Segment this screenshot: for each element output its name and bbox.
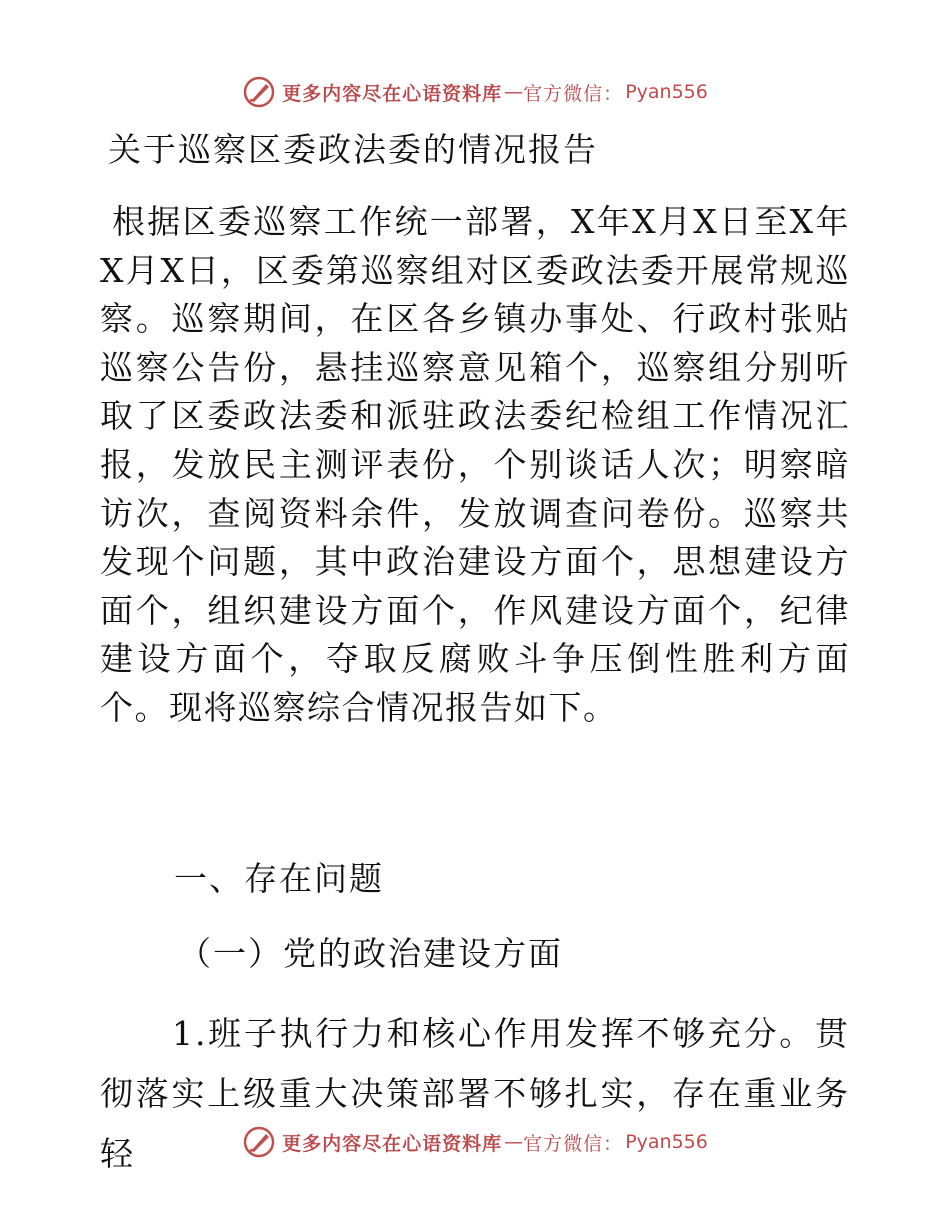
watermark-main-text: 更多内容尽在心语资料库 xyxy=(282,1132,503,1155)
watermark-wechat-id: Pyan556 xyxy=(625,1131,708,1153)
watermark-wechat-label: 官方微信： xyxy=(523,82,624,105)
watermark-wechat-label: 官方微信： xyxy=(523,1132,624,1155)
watermark-separator: — xyxy=(504,81,524,103)
subsection-heading: （一）党的政治建设方面 xyxy=(178,934,563,973)
quill-logo-icon xyxy=(242,75,276,109)
intro-paragraph: 根据区委巡察工作统一部署，X年X月X日至X年X月X日，区委第巡察组对区委政法委开展常规巡察。巡察期间，在区各乡镇办事处、行政村张贴巡察公告份，悬挂巡察意见箱个，巡察组分别听取了区委政法委和派驻政法委纪检组工作情况汇报，发放民主测评表份，个别谈话人次；明察暗访次，查阅资料余件，发放调查问卷份。巡察共发现个问题，其中政治建设方面个，思想建设方面个，组织建设方面个，作风建设方面个，纪律建设方面个，夺取反腐败斗争压倒性胜利方面个。现将巡察综合情况报告如下。 xyxy=(100,202,850,727)
watermark-wechat-id: Pyan556 xyxy=(625,81,708,103)
quill-logo-icon xyxy=(242,1125,276,1159)
watermark-main-text: 更多内容尽在心语资料库 xyxy=(282,82,503,105)
watermark-header xyxy=(0,72,950,112)
section-heading: 一、存在问题 xyxy=(174,859,384,898)
watermark-footer xyxy=(0,1122,950,1162)
point-paragraph: 1.班子执行力和核心作用发挥不够充分。贯彻落实上级重大决策部署不够扎实，存在重业务轻 xyxy=(100,1014,850,1173)
watermark-separator: — xyxy=(504,1131,524,1153)
document-title: 关于巡察区委政法委的情况报告 xyxy=(108,130,598,169)
